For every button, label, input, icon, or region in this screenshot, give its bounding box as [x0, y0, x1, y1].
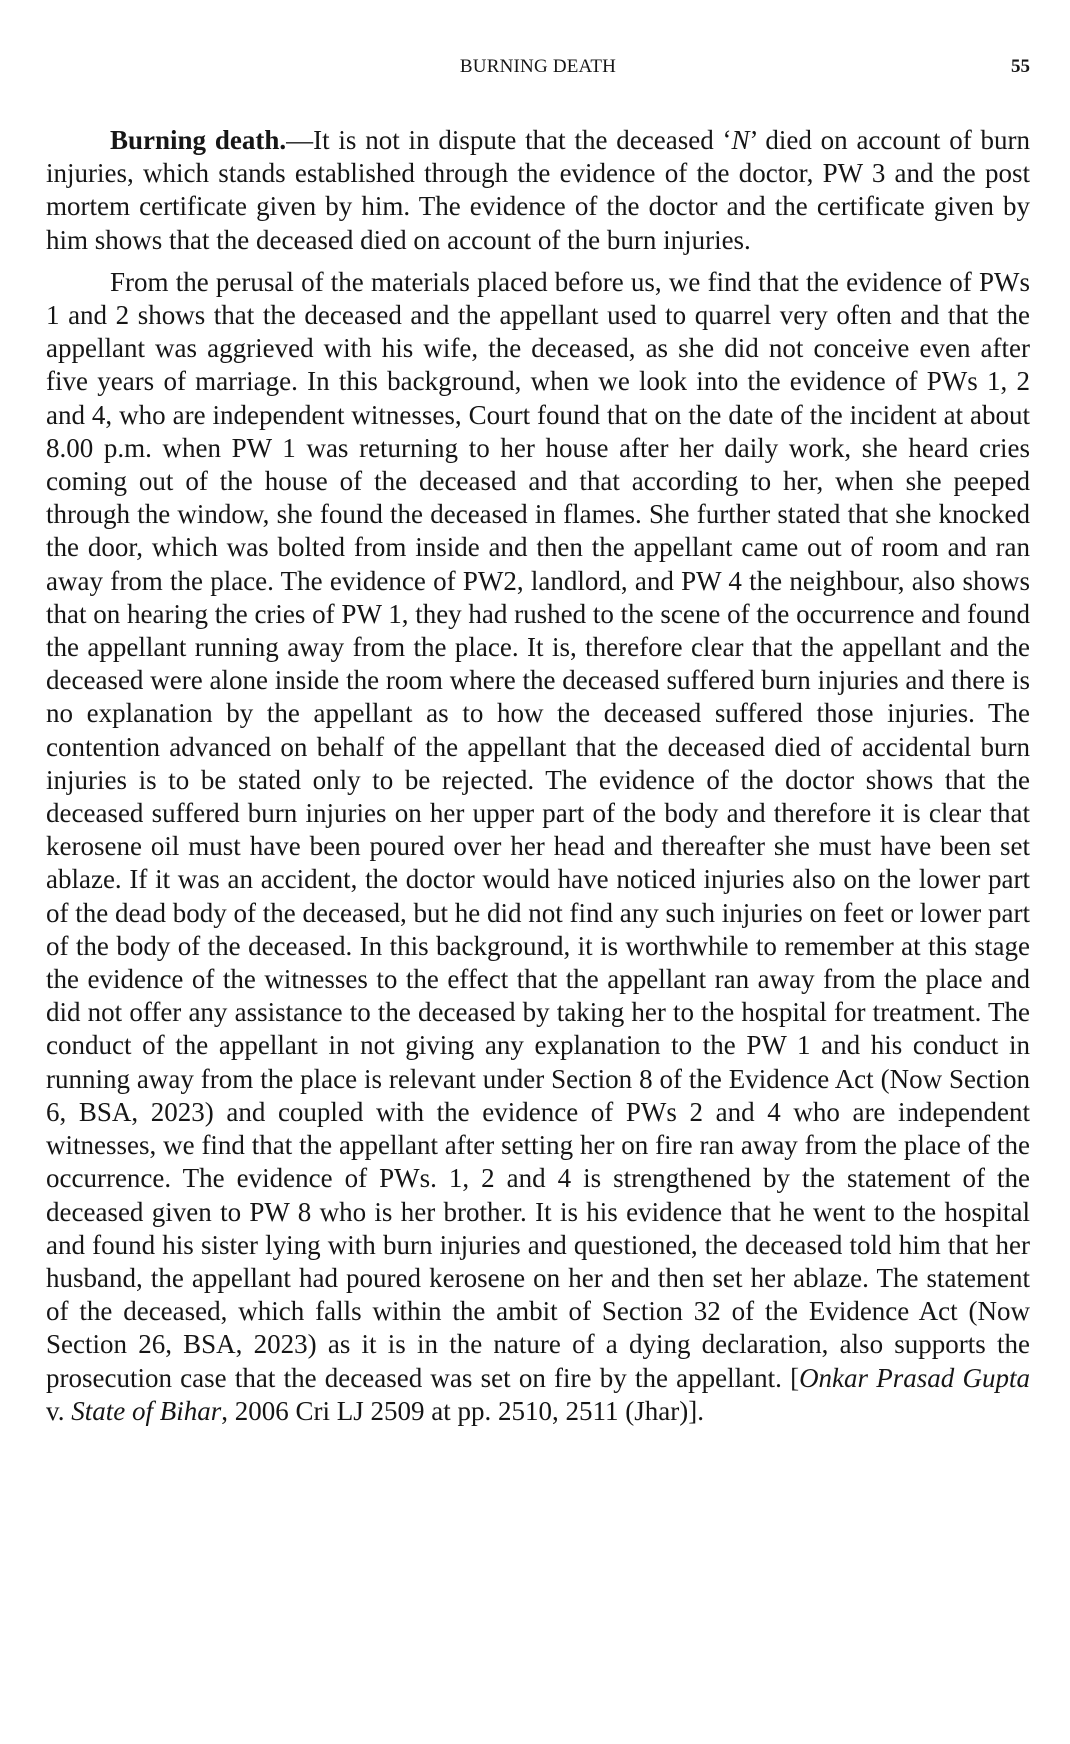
paragraph-evidence-discussion	[46, 266, 1030, 1428]
body-text	[46, 124, 1030, 1428]
paragraph-text: From the perusal of the materials placed before us, we find that the evidence of PWs 1 and 2 shows that the deceased and the appellant used to quarrel very often and that the appellant was aggrieved with his wife, the deceased, as she did not conceive even after five years of marriage. In this background, when we look into the evidence of PWs 1, 2 and 4, who are independent witnesses, Court found that on the date of the incident at about 8.00 p.m. when PW 1 was returning to her house after her daily work, she heard cries coming out of the house of the deceased and that according to her, when she peeped through the window, she found the deceased in flames. She further stated that she knocked the door, which was bolted from inside and then the appellant came out of room and ran away from the place. The evidence of PW2, landlord, and PW 4 the neighbour, also shows that on hearing the cries of PW 1, they had rushed to the scene of the occurrence and found the appellant running away from the place. It is, therefore clear that the appellant and the deceased were alone inside the room where the deceased suffered burn injuries and there is no explanation by the appellant as to how the deceased suffered those injuries. The contention advanced on behalf of the appellant that the deceased died of accidental burn injuries is to be stated only to be rejected. The evidence of the doctor shows that the deceased suffered burn injuries on her upper part of the body and therefore it is clear that kerosene oil must have been poured over her head and thereafter she must have been set ablaze. If it was an accident, the doctor would have noticed injuries also on the lower part of the dead body of the deceased, but he did not find any such injuries on feet or lower part of the body of the deceased. In this background, it is worthwhile to remember at this stage the evidence of the witnesses to the effect that the appellant ran away from the place and did not offer any assistance to the deceased by taking her to the hospital for treatment. The conduct of the appellant in not giving any explanation to the PW 1 and his conduct in running away from the place is relevant under Section 8 of the Evidence Act (Now Section 6, BSA, 2023) and coupled with the evidence of PWs 2 and 4 who are independent witnesses, we find that the appellant after setting her on fire ran away from the place of the occurrence. The evidence of PWs. 1, 2 and 4 is strengthened by the statement of the deceased given to PW 8 who is her brother. It is his evidence that he went to the hospital and found his sister lying with burn injuries and questioned, the deceased told him that her husband, the appellant had poured kerosene on her and then set her ablaze. The statement of the deceased, which falls within the ambit of Section 32 of the Evidence Act (Now Section 26, BSA, 2023) as it is in the nature of a dying declaration, also supports the prosecution case that the deceased was set on fire by the appellant. [	[46, 266, 1030, 1393]
citation-reference: , 2006 Cri LJ 2509 at pp. 2510, 2511 (Jhar)].	[221, 1395, 704, 1426]
paragraph-text: ’ died on account of burn injuries, which stands established through the evidence of the doctor, PW 3 and the post mortem certificate given by him. The evidence of the doctor and the certificate given by him shows that the deceased died on account of the burn injuries.	[46, 125, 1030, 255]
paragraph-text: —It is not in dispute that the deceased ‘	[286, 125, 732, 155]
deceased-initial: N	[731, 125, 750, 155]
page-number: 55	[1011, 56, 1030, 77]
running-title: BURNING DEATH	[459, 56, 617, 77]
citation-party-respondent: State of Bihar	[71, 1395, 222, 1426]
citation-versus: v.	[46, 1395, 72, 1426]
running-header	[46, 56, 1030, 86]
paragraph-lead-heading: Burning death.	[110, 125, 287, 155]
citation-party-appellant: Onkar Prasad Gupta	[799, 1362, 1030, 1393]
paragraph-burning-death	[46, 124, 1030, 257]
